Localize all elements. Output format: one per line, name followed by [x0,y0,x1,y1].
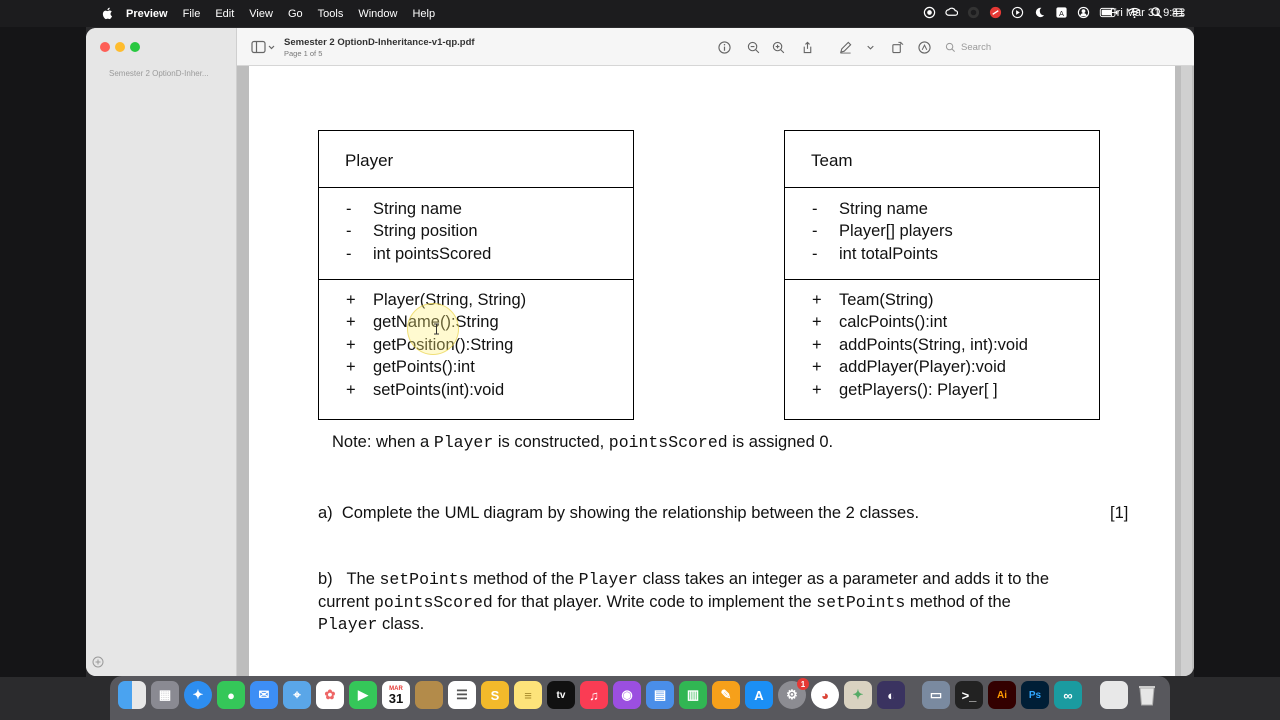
uml-class-name: Player [319,131,633,188]
method-text: addPlayer(Player):void [839,358,1006,377]
desktop-background-right [1194,27,1280,677]
note-text [332,433,833,452]
attribute-text: Player[] players [839,222,953,241]
menu-window[interactable]: Window [358,7,398,20]
search-icon [945,42,956,53]
safari-icon[interactable]: ✦ [184,681,212,709]
question-b-line [318,570,1049,589]
preview-icon[interactable]: ✦ [844,681,872,709]
question-text: class takes an integer as a parameter and adds it to the [638,570,1049,588]
attribute-text: int pointsScored [373,244,492,263]
downloads-stack-icon[interactable] [1100,681,1128,709]
maps-icon[interactable]: ⌖ [283,681,311,709]
desktop-background-left [0,27,86,677]
menu-view[interactable]: View [249,7,273,20]
visibility-symbol: + [346,380,356,399]
method-text: addPoints(String, int):void [839,335,1028,354]
notes-app-icon[interactable] [415,681,443,709]
uml-method-row [319,357,633,380]
zoom-in-icon[interactable] [770,39,786,55]
creative-cloud-icon[interactable] [945,6,958,19]
attribute-text: String name [373,199,462,218]
question-text: The [346,570,380,588]
search-input[interactable] [961,42,1056,53]
menu-file[interactable]: File [182,7,201,20]
menu-bar [0,0,1280,27]
uml-attribute-row [785,221,1099,244]
question-a-marks: [1] [1110,504,1129,522]
uml-method-row [785,379,1099,402]
document-viewport[interactable] [237,66,1194,676]
method-text: getName():String [373,313,499,332]
visibility-symbol: - [812,199,818,218]
numbers-icon[interactable]: ▥ [679,681,707,709]
uml-method-row [319,334,633,357]
note-part: Note: when a [332,433,434,451]
red-app-icon[interactable] [989,6,1002,19]
note-part: is constructed, [493,433,609,451]
menu-tools[interactable]: Tools [317,7,344,20]
sidebar-toggle-icon[interactable] [251,40,277,54]
visibility-symbol: + [346,335,356,354]
question-code: Player [578,570,639,589]
messages-icon[interactable]: ● [217,681,245,709]
search-field[interactable] [942,38,1062,56]
question-b-line [318,615,424,634]
method-text: Team(String) [839,290,934,309]
add-page-icon[interactable] [92,655,104,667]
note-code: Player [433,433,494,452]
mail-icon[interactable]: ✉ [250,681,278,709]
question-label: a) [318,504,333,522]
visibility-symbol: + [812,358,822,377]
pages-icon[interactable]: ✎ [712,681,740,709]
display-icon[interactable]: ▭ [922,681,950,709]
method-text: getPlayers(): Player[ ] [839,380,998,399]
eclipse-icon[interactable]: ◐ [877,681,905,709]
chevron-down-icon[interactable] [862,39,878,55]
play-icon[interactable] [1011,6,1024,19]
music-icon[interactable]: ♫ [580,681,608,709]
launchpad-icon[interactable]: ▦ [151,681,179,709]
zoom-out-icon[interactable] [745,39,761,55]
uml-method-row [785,334,1099,357]
question-text: for that player. Write code to implement the [492,593,817,611]
method-text: getPosition():String [373,335,514,354]
attribute-text: int totalPoints [839,244,939,263]
vertical-scrollbar[interactable] [1181,66,1192,676]
record-icon[interactable] [923,6,936,19]
system-settings-icon[interactable]: ⚙ 1 [778,681,806,709]
question-b-line [318,593,1011,612]
menu-help[interactable]: Help [412,7,436,20]
illustrator-label: Ai [997,689,1007,701]
podcasts-icon[interactable]: ◉ [613,681,641,709]
uml-attributes [785,188,1099,280]
question-text: class. [377,615,425,633]
reminders-icon[interactable]: ☰ [448,681,476,709]
attribute-text: String position [373,222,478,241]
uml-class-player [318,130,634,420]
menu-app-name[interactable]: Preview [126,7,168,20]
visibility-symbol: + [812,335,822,354]
uml-methods [319,280,633,402]
svg-text:A: A [1059,8,1064,18]
trash-icon[interactable] [1133,681,1161,709]
question-a [318,504,919,523]
notes-icon[interactable]: ≡ [514,681,542,709]
user-icon[interactable] [1077,6,1090,19]
text-input-icon[interactable] [1055,6,1068,19]
calendar-month: MAR [389,685,403,692]
method-text: setPoints(int):void [373,380,505,399]
uml-attribute-row [785,198,1099,221]
photos-icon[interactable]: ✿ [316,681,344,709]
visibility-symbol: - [346,199,352,218]
uml-class-name: Team [785,131,1099,188]
markup-pen-icon[interactable] [837,39,853,55]
visibility-symbol: + [346,313,356,332]
share-icon[interactable] [799,39,815,55]
photoshop-label: Ps [1028,689,1042,701]
sublime-text-icon[interactable]: S [481,681,509,709]
annotate-icon[interactable] [916,39,932,55]
app-store-icon[interactable]: A [745,681,773,709]
question-text: method of the [468,570,579,588]
question-code: Player [318,615,378,634]
pdf-page [249,66,1175,676]
question-text: Complete the UML diagram by showing the relationship between the 2 classes. [341,504,920,522]
uml-attribute-row [319,198,633,221]
text-cursor-icon [433,323,440,335]
question-code: setPoints [379,570,469,589]
visibility-symbol: - [346,244,352,263]
uml-method-row [785,289,1099,312]
visibility-symbol: - [812,244,818,263]
rotate-icon[interactable] [889,39,905,55]
uml-attribute-row [785,243,1099,266]
calendar-day: 31 [388,690,404,706]
apple-icon[interactable] [100,7,114,21]
method-text: Player(String, String) [373,290,527,309]
uml-attribute-row [319,221,633,244]
question-text: current [318,593,374,611]
photoshop-icon[interactable] [1021,681,1049,709]
menu-edit[interactable]: Edit [215,7,235,20]
close-window-button[interactable] [100,42,110,52]
thumbnail-sidebar [86,28,237,676]
preview-window [86,28,1194,676]
keynote-icon[interactable]: ▤ [646,681,674,709]
uml-attributes [319,188,633,280]
note-code: pointsScored [608,433,728,452]
question-text: method of the [905,593,1011,611]
menubar-clock[interactable]: Fri Mar 31 9:41 [1110,7,1185,19]
question-label: b) [318,570,333,588]
illustrator-icon[interactable] [988,681,1016,709]
notification-badge: 1 [797,678,809,690]
apple-tv-icon[interactable] [547,681,575,709]
uml-method-row [319,289,633,312]
moon-icon[interactable] [1033,6,1046,19]
visibility-symbol: + [346,358,356,377]
toolbar [237,28,1194,66]
maximize-window-button[interactable] [130,42,140,52]
finder-icon[interactable] [118,681,146,709]
dock [110,676,1170,720]
facetime-icon[interactable]: ▶ [349,681,377,709]
uml-method-row [785,312,1099,335]
apple-tv-label: tv [556,689,566,701]
attribute-text: String name [839,199,928,218]
chrome-icon[interactable]: ◕ [811,681,839,709]
visibility-symbol: - [346,222,352,241]
question-code: pointsScored [373,593,493,612]
visibility-symbol: + [812,313,822,332]
dark-app-icon[interactable] [967,6,980,19]
terminal-icon[interactable]: >_ [955,681,983,709]
document-title: Semester 2 OptionD-Inheritance-v1-qp.pdf [284,37,475,48]
uml-methods [785,280,1099,402]
uml-method-row [319,312,633,335]
visibility-symbol: + [346,290,356,309]
uml-method-row [319,379,633,402]
uml-attribute-row [319,243,633,266]
method-text: calcPoints():int [839,313,948,332]
page-indicator: Page 1 of 5 [284,49,323,58]
uml-class-team [784,130,1100,420]
question-code: setPoints [816,593,906,612]
note-part: is assigned 0. [727,433,834,451]
method-text: getPoints():int [373,358,475,377]
visibility-symbol: + [812,380,822,399]
arduino-icon[interactable]: ∞ [1054,681,1082,709]
visibility-symbol: + [812,290,822,309]
minimize-window-button[interactable] [115,42,125,52]
sidebar-document-label[interactable]: Semester 2 OptionD-Inher... [109,69,209,78]
visibility-symbol: - [812,222,818,241]
info-icon[interactable] [716,39,732,55]
menu-go[interactable]: Go [287,7,303,20]
calendar-icon[interactable] [382,681,410,709]
uml-method-row [785,357,1099,380]
